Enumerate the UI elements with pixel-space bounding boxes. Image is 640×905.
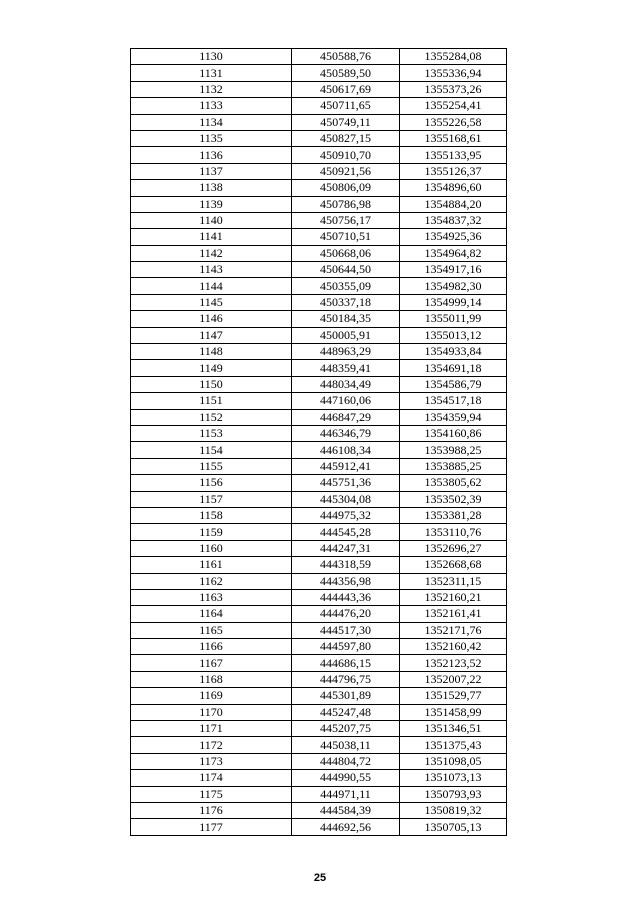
point-number-cell: 1153 [131,425,292,441]
point-number-cell: 1144 [131,278,292,294]
y-coordinate-cell: 1354917,16 [400,262,507,278]
x-coordinate-cell: 444975,32 [292,507,400,523]
y-coordinate-cell: 1352007,22 [400,671,507,687]
table-row [131,327,507,343]
y-coordinate-cell: 1353381,28 [400,507,507,523]
table-row [131,688,507,704]
x-coordinate-cell: 445038,11 [292,737,400,753]
table-row [131,507,507,523]
point-number-cell: 1161 [131,557,292,573]
x-coordinate-cell: 444686,15 [292,655,400,671]
x-coordinate-cell: 445247,48 [292,704,400,720]
point-number-cell: 1168 [131,671,292,687]
table-row [131,606,507,622]
x-coordinate-cell: 444584,39 [292,802,400,818]
point-number-cell: 1154 [131,442,292,458]
x-coordinate-cell: 445207,75 [292,721,400,737]
point-number-cell: 1174 [131,770,292,786]
y-coordinate-cell: 1353885,25 [400,458,507,474]
y-coordinate-cell: 1353110,76 [400,524,507,540]
point-number-cell: 1130 [131,49,292,65]
point-number-cell: 1163 [131,589,292,605]
table-row [131,458,507,474]
y-coordinate-cell: 1352160,42 [400,639,507,655]
x-coordinate-cell: 450355,09 [292,278,400,294]
y-coordinate-cell: 1351529,77 [400,688,507,704]
table-row [131,49,507,65]
x-coordinate-cell: 444971,11 [292,786,400,802]
point-number-cell: 1147 [131,327,292,343]
table-row [131,802,507,818]
x-coordinate-cell: 450786,98 [292,196,400,212]
table-row [131,344,507,360]
point-number-cell: 1134 [131,114,292,130]
point-number-cell: 1140 [131,212,292,228]
table-row [131,294,507,310]
table-row [131,589,507,605]
x-coordinate-cell: 447160,06 [292,393,400,409]
x-coordinate-cell: 450337,18 [292,294,400,310]
point-number-cell: 1138 [131,180,292,196]
x-coordinate-cell: 450749,11 [292,114,400,130]
point-number-cell: 1169 [131,688,292,704]
table-row [131,98,507,114]
y-coordinate-cell: 1354884,20 [400,196,507,212]
y-coordinate-cell: 1354586,79 [400,376,507,392]
table-row [131,655,507,671]
y-coordinate-cell: 1352123,52 [400,655,507,671]
table-row [131,262,507,278]
y-coordinate-cell: 1351458,99 [400,704,507,720]
point-number-cell: 1131 [131,65,292,81]
table-row [131,212,507,228]
coordinates-table-body [131,49,507,836]
table-row [131,130,507,146]
table-row [131,425,507,441]
point-number-cell: 1139 [131,196,292,212]
table-row [131,753,507,769]
point-number-cell: 1148 [131,344,292,360]
y-coordinate-cell: 1353988,25 [400,442,507,458]
y-coordinate-cell: 1354691,18 [400,360,507,376]
point-number-cell: 1141 [131,229,292,245]
x-coordinate-cell: 450588,76 [292,49,400,65]
point-number-cell: 1171 [131,721,292,737]
table-row [131,147,507,163]
x-coordinate-cell: 450668,06 [292,245,400,261]
table-row [131,114,507,130]
point-number-cell: 1135 [131,130,292,146]
y-coordinate-cell: 1351073,13 [400,770,507,786]
point-number-cell: 1133 [131,98,292,114]
table-row [131,671,507,687]
point-number-cell: 1164 [131,606,292,622]
table-row [131,737,507,753]
x-coordinate-cell: 450756,17 [292,212,400,228]
x-coordinate-cell: 446847,29 [292,409,400,425]
y-coordinate-cell: 1352668,68 [400,557,507,573]
y-coordinate-cell: 1354933,84 [400,344,507,360]
point-number-cell: 1150 [131,376,292,392]
y-coordinate-cell: 1353502,39 [400,491,507,507]
point-number-cell: 1175 [131,786,292,802]
x-coordinate-cell: 450617,69 [292,81,400,97]
x-coordinate-cell: 450710,51 [292,229,400,245]
y-coordinate-cell: 1352311,15 [400,573,507,589]
table-row [131,491,507,507]
table-row [131,311,507,327]
point-number-cell: 1132 [131,81,292,97]
point-number-cell: 1176 [131,802,292,818]
y-coordinate-cell: 1354160,86 [400,425,507,441]
point-number-cell: 1167 [131,655,292,671]
table-row [131,770,507,786]
x-coordinate-cell: 445304,08 [292,491,400,507]
x-coordinate-cell: 444476,20 [292,606,400,622]
y-coordinate-cell: 1354925,36 [400,229,507,245]
y-coordinate-cell: 1354359,94 [400,409,507,425]
y-coordinate-cell: 1351098,05 [400,753,507,769]
y-coordinate-cell: 1355126,37 [400,163,507,179]
x-coordinate-cell: 448034,49 [292,376,400,392]
x-coordinate-cell: 450910,70 [292,147,400,163]
x-coordinate-cell: 446108,34 [292,442,400,458]
point-number-cell: 1145 [131,294,292,310]
point-number-cell: 1162 [131,573,292,589]
point-number-cell: 1146 [131,311,292,327]
table-row [131,524,507,540]
x-coordinate-cell: 444990,55 [292,770,400,786]
table-row [131,475,507,491]
x-coordinate-cell: 444597,80 [292,639,400,655]
table-row [131,245,507,261]
point-number-cell: 1136 [131,147,292,163]
x-coordinate-cell: 450827,15 [292,130,400,146]
x-coordinate-cell: 444692,56 [292,819,400,835]
x-coordinate-cell: 450711,65 [292,98,400,114]
point-number-cell: 1158 [131,507,292,523]
y-coordinate-cell: 1353805,62 [400,475,507,491]
point-number-cell: 1177 [131,819,292,835]
point-number-cell: 1152 [131,409,292,425]
y-coordinate-cell: 1351346,51 [400,721,507,737]
x-coordinate-cell: 448359,41 [292,360,400,376]
table-row [131,360,507,376]
x-coordinate-cell: 446346,79 [292,425,400,441]
table-row [131,557,507,573]
x-coordinate-cell: 444247,31 [292,540,400,556]
table-row [131,229,507,245]
x-coordinate-cell: 444796,75 [292,671,400,687]
point-number-cell: 1142 [131,245,292,261]
x-coordinate-cell: 444545,28 [292,524,400,540]
y-coordinate-cell: 1355226,58 [400,114,507,130]
y-coordinate-cell: 1350705,13 [400,819,507,835]
table-row [131,393,507,409]
y-coordinate-cell: 1355011,99 [400,311,507,327]
y-coordinate-cell: 1354964,82 [400,245,507,261]
x-coordinate-cell: 448963,29 [292,344,400,360]
y-coordinate-cell: 1352160,21 [400,589,507,605]
y-coordinate-cell: 1355133,95 [400,147,507,163]
table-row [131,376,507,392]
y-coordinate-cell: 1355168,61 [400,130,507,146]
point-number-cell: 1170 [131,704,292,720]
point-number-cell: 1172 [131,737,292,753]
point-number-cell: 1151 [131,393,292,409]
point-number-cell: 1160 [131,540,292,556]
coordinates-table [130,48,507,836]
point-number-cell: 1165 [131,622,292,638]
x-coordinate-cell: 450644,50 [292,262,400,278]
y-coordinate-cell: 1354982,30 [400,278,507,294]
x-coordinate-cell: 444356,98 [292,573,400,589]
x-coordinate-cell: 450921,56 [292,163,400,179]
table-row [131,540,507,556]
table-row [131,442,507,458]
y-coordinate-cell: 1352171,76 [400,622,507,638]
y-coordinate-cell: 1354896,60 [400,180,507,196]
point-number-cell: 1137 [131,163,292,179]
x-coordinate-cell: 445912,41 [292,458,400,474]
point-number-cell: 1155 [131,458,292,474]
table-row [131,622,507,638]
point-number-cell: 1149 [131,360,292,376]
x-coordinate-cell: 450005,91 [292,327,400,343]
point-number-cell: 1157 [131,491,292,507]
x-coordinate-cell: 445301,89 [292,688,400,704]
point-number-cell: 1156 [131,475,292,491]
table-row [131,704,507,720]
x-coordinate-cell: 450589,50 [292,65,400,81]
point-number-cell: 1159 [131,524,292,540]
x-coordinate-cell: 444517,30 [292,622,400,638]
x-coordinate-cell: 444318,59 [292,557,400,573]
table-row [131,278,507,294]
table-row [131,819,507,835]
y-coordinate-cell: 1355373,26 [400,81,507,97]
table-row [131,81,507,97]
table-row [131,573,507,589]
y-coordinate-cell: 1354837,32 [400,212,507,228]
y-coordinate-cell: 1354517,18 [400,393,507,409]
table-row [131,65,507,81]
table-row [131,786,507,802]
y-coordinate-cell: 1355254,41 [400,98,507,114]
y-coordinate-cell: 1354999,14 [400,294,507,310]
x-coordinate-cell: 444443,36 [292,589,400,605]
table-row [131,196,507,212]
y-coordinate-cell: 1352161,41 [400,606,507,622]
y-coordinate-cell: 1355336,94 [400,65,507,81]
table-row [131,409,507,425]
table-row [131,639,507,655]
y-coordinate-cell: 1350793,93 [400,786,507,802]
point-number-cell: 1143 [131,262,292,278]
x-coordinate-cell: 444804,72 [292,753,400,769]
table-row [131,721,507,737]
table-row [131,163,507,179]
y-coordinate-cell: 1355013,12 [400,327,507,343]
y-coordinate-cell: 1350819,32 [400,802,507,818]
page-number: 25 [313,872,327,884]
y-coordinate-cell: 1351375,43 [400,737,507,753]
y-coordinate-cell: 1355284,08 [400,49,507,65]
point-number-cell: 1173 [131,753,292,769]
table-row [131,180,507,196]
x-coordinate-cell: 450806,09 [292,180,400,196]
y-coordinate-cell: 1352696,27 [400,540,507,556]
x-coordinate-cell: 450184,35 [292,311,400,327]
point-number-cell: 1166 [131,639,292,655]
x-coordinate-cell: 445751,36 [292,475,400,491]
